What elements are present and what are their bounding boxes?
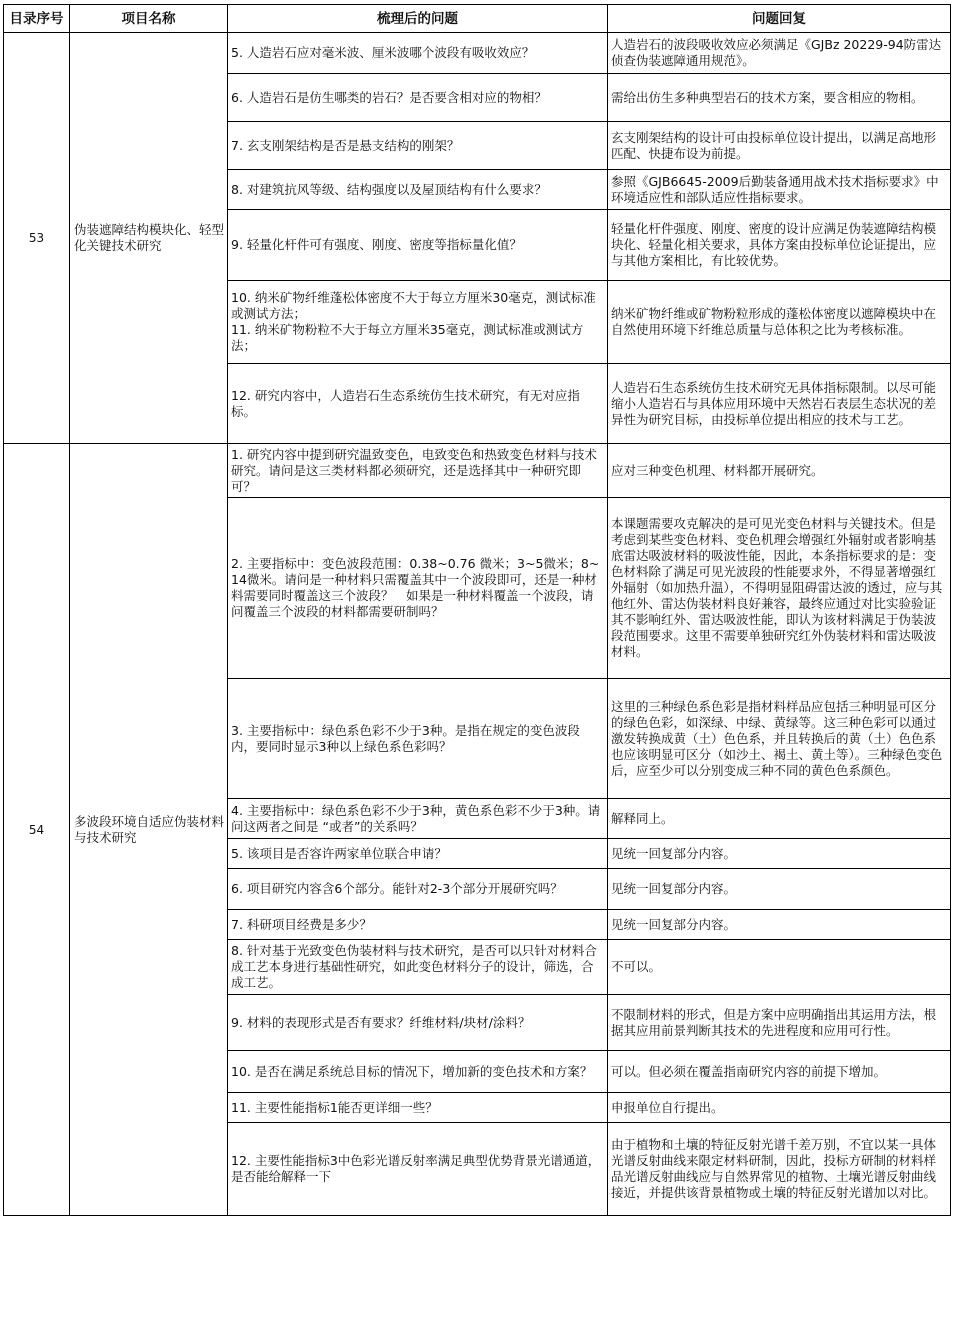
table-row bbox=[4, 444, 951, 498]
question-cell: 9. 材料的表现形式是否有要求？纤维材料/块材/涂料？ bbox=[228, 995, 608, 1051]
reply-cell: 人造岩石生态系统仿生技术研究无具体指标限制。以尽可能缩小人造岩石与具体应用环境中天然岩石表层生态状况的差异性为研究目标，由投标单位提出相应的技术与工艺。 bbox=[608, 364, 951, 444]
reply-cell: 见统一回复部分内容。 bbox=[608, 869, 951, 910]
reply-cell: 解释同上。 bbox=[608, 799, 951, 839]
project-name: 伪装遮障结构模块化、轻型化关键技术研究 bbox=[70, 33, 228, 444]
question-cell: 11. 主要性能指标1能否更详细一些？ bbox=[228, 1093, 608, 1123]
reply-cell: 这里的三种绿色系色彩是指材料样品应包括三种明显可区分的绿色色彩，如深绿、中绿、黄绿等。这三种色彩可以通过激发转换成黄（土）色色系，并且转换后的黄（土）色色系也应该明显可区分（如沙土、褐土、黄土等）。三种绿色变色后，应至少可以分别变成三种不同的黄色色系颜色。 bbox=[608, 679, 951, 799]
question-cell: 6. 人造岩石是仿生哪类的岩石？是否要含相对应的物相？ bbox=[228, 74, 608, 122]
header-project-name: 项目名称 bbox=[70, 5, 228, 33]
project-name: 多波段环境自适应伪装材料与技术研究 bbox=[70, 444, 228, 1216]
question-cell: 8. 针对基于光致变色伪装材料与技术研究，是否可以只针对材料合成工艺本身进行基础性研究，如此变色材料分子的设计，筛选，合成工艺。 bbox=[228, 940, 608, 995]
question-cell: 12. 研究内容中，人造岩石生态系统仿生技术研究，有无对应指标。 bbox=[228, 364, 608, 444]
question-cell: 12. 主要性能指标3中色彩光谱反射率满足典型优势背景光谱通道，是否能给解释一下 bbox=[228, 1123, 608, 1216]
qa-table bbox=[3, 4, 951, 1216]
reply-cell: 应对三种变色机理、材料都开展研究。 bbox=[608, 444, 951, 498]
question-cell: 7. 玄支刚架结构是否是悬支结构的刚架？ bbox=[228, 122, 608, 170]
reply-cell: 申报单位自行提出。 bbox=[608, 1093, 951, 1123]
question-cell: 10. 是否在满足系统总目标的情况下，增加新的变色技术和方案？ bbox=[228, 1051, 608, 1093]
question-cell: 9. 轻量化杆件可有强度、刚度、密度等指标量化值？ bbox=[228, 210, 608, 281]
reply-cell: 玄支刚架结构的设计可由投标单位设计提出，以满足高地形匹配、快捷布设为前提。 bbox=[608, 122, 951, 170]
header-reply: 问题回复 bbox=[608, 5, 951, 33]
reply-cell: 轻量化杆件强度、刚度、密度的设计应满足伪装遮障结构模块化、轻量化相关要求，具体方案由投标单位论证提出，应与其他方案相比，有比较优势。 bbox=[608, 210, 951, 281]
question-cell: 2. 主要指标中：变色波段范围：0.38~0.76 微米；3~5微米；8~14微米。请问是一种材料只需覆盖其中一个波段即可，还是一种材料需要同时覆盖这三个波段？ 如果是一种材料覆盖一个波段，请问覆盖三个波段的材料都需要研制吗？ bbox=[228, 498, 608, 679]
question-cell: 3. 主要指标中：绿色系色彩不少于3种。是指在规定的变色波段内，要同时显示3种以上绿色系色彩吗？ bbox=[228, 679, 608, 799]
question-cell: 5. 人造岩石应对毫米波、厘米波哪个波段有吸收效应？ bbox=[228, 33, 608, 74]
table-body bbox=[4, 33, 951, 1216]
question-cell: 10. 纳米矿物纤维蓬松体密度不大于每立方厘米30毫克，测试标准或测试方法； 11. 纳米矿物粉粒不大于每立方厘米35毫克，测试标准或测试方法； bbox=[228, 281, 608, 364]
header-catalog-no: 目录序号 bbox=[4, 5, 70, 33]
reply-cell: 可以。但必须在覆盖指南研究内容的前提下增加。 bbox=[608, 1051, 951, 1093]
header-row bbox=[4, 5, 951, 33]
reply-cell: 见统一回复部分内容。 bbox=[608, 910, 951, 940]
reply-cell: 需给出仿生多种典型岩石的技术方案，要含相应的物相。 bbox=[608, 74, 951, 122]
question-cell: 1. 研究内容中提到研究温致变色，电致变色和热致变色材料与技术研究。请问是这三类材料都必须研究，还是选择其中一种研究即可？ bbox=[228, 444, 608, 498]
question-cell: 5. 该项目是否容许两家单位联合申请？ bbox=[228, 839, 608, 869]
catalog-number: 54 bbox=[4, 444, 70, 1216]
table-row bbox=[4, 33, 951, 74]
catalog-number: 53 bbox=[4, 33, 70, 444]
question-cell: 6. 项目研究内容含6个部分。能针对2-3个部分开展研究吗？ bbox=[228, 869, 608, 910]
question-cell: 8. 对建筑抗风等级、结构强度以及屋顶结构有什么要求？ bbox=[228, 170, 608, 210]
reply-cell: 人造岩石的波段吸收效应必须满足《GJBz 20229-94防雷达侦查伪装遮障通用规范》。 bbox=[608, 33, 951, 74]
question-cell: 4. 主要指标中：绿色系色彩不少于3种，黄色系色彩不少于3种。请问这两者之间是 “或者”的关系吗？ bbox=[228, 799, 608, 839]
reply-cell: 由于植物和土壤的特征反射光谱千差万别，不宜以某一具体光谱反射曲线来限定材料研制，因此，投标方研制的材料样品光谱反射曲线应与自然界常见的植物、土壤光谱反射曲线接近，并提供该背景植物或土壤的特征反射光谱加以对比。 bbox=[608, 1123, 951, 1216]
reply-cell: 见统一回复部分内容。 bbox=[608, 839, 951, 869]
reply-cell: 本课题需要攻克解决的是可见光变色材料与关键技术。但是考虑到某些变色材料、变色机理会增强红外辐射或者影响基底雷达吸波材料的吸波性能，因此，本条指标要求的是：变色材料除了满足可见光波段的性能要求外，不得显著增强红外辐射（如加热升温），不得明显阻碍雷达波的透过，应与其他红外、雷达伪装材料良好兼容，最终应通过对比实验验证其不影响红外、雷达吸波性能，即认为该材料满足于伪装波段范围要求。这里不需要单独研究红外伪装材料和雷达吸波材料。 bbox=[608, 498, 951, 679]
reply-cell: 纳米矿物纤维或矿物粉粒形成的蓬松体密度以遮障模块中在自然使用环境下纤维总质量与总体积之比为考核标准。 bbox=[608, 281, 951, 364]
reply-cell: 不可以。 bbox=[608, 940, 951, 995]
question-cell: 7. 科研项目经费是多少？ bbox=[228, 910, 608, 940]
header-question: 梳理后的问题 bbox=[228, 5, 608, 33]
reply-cell: 参照《GJB6645-2009后勤装备通用战术技术指标要求》中环境适应性和部队适应性指标要求。 bbox=[608, 170, 951, 210]
reply-cell: 不限制材料的形式，但是方案中应明确指出其运用方法，根据其应用前景判断其技术的先进程度和应用可行性。 bbox=[608, 995, 951, 1051]
